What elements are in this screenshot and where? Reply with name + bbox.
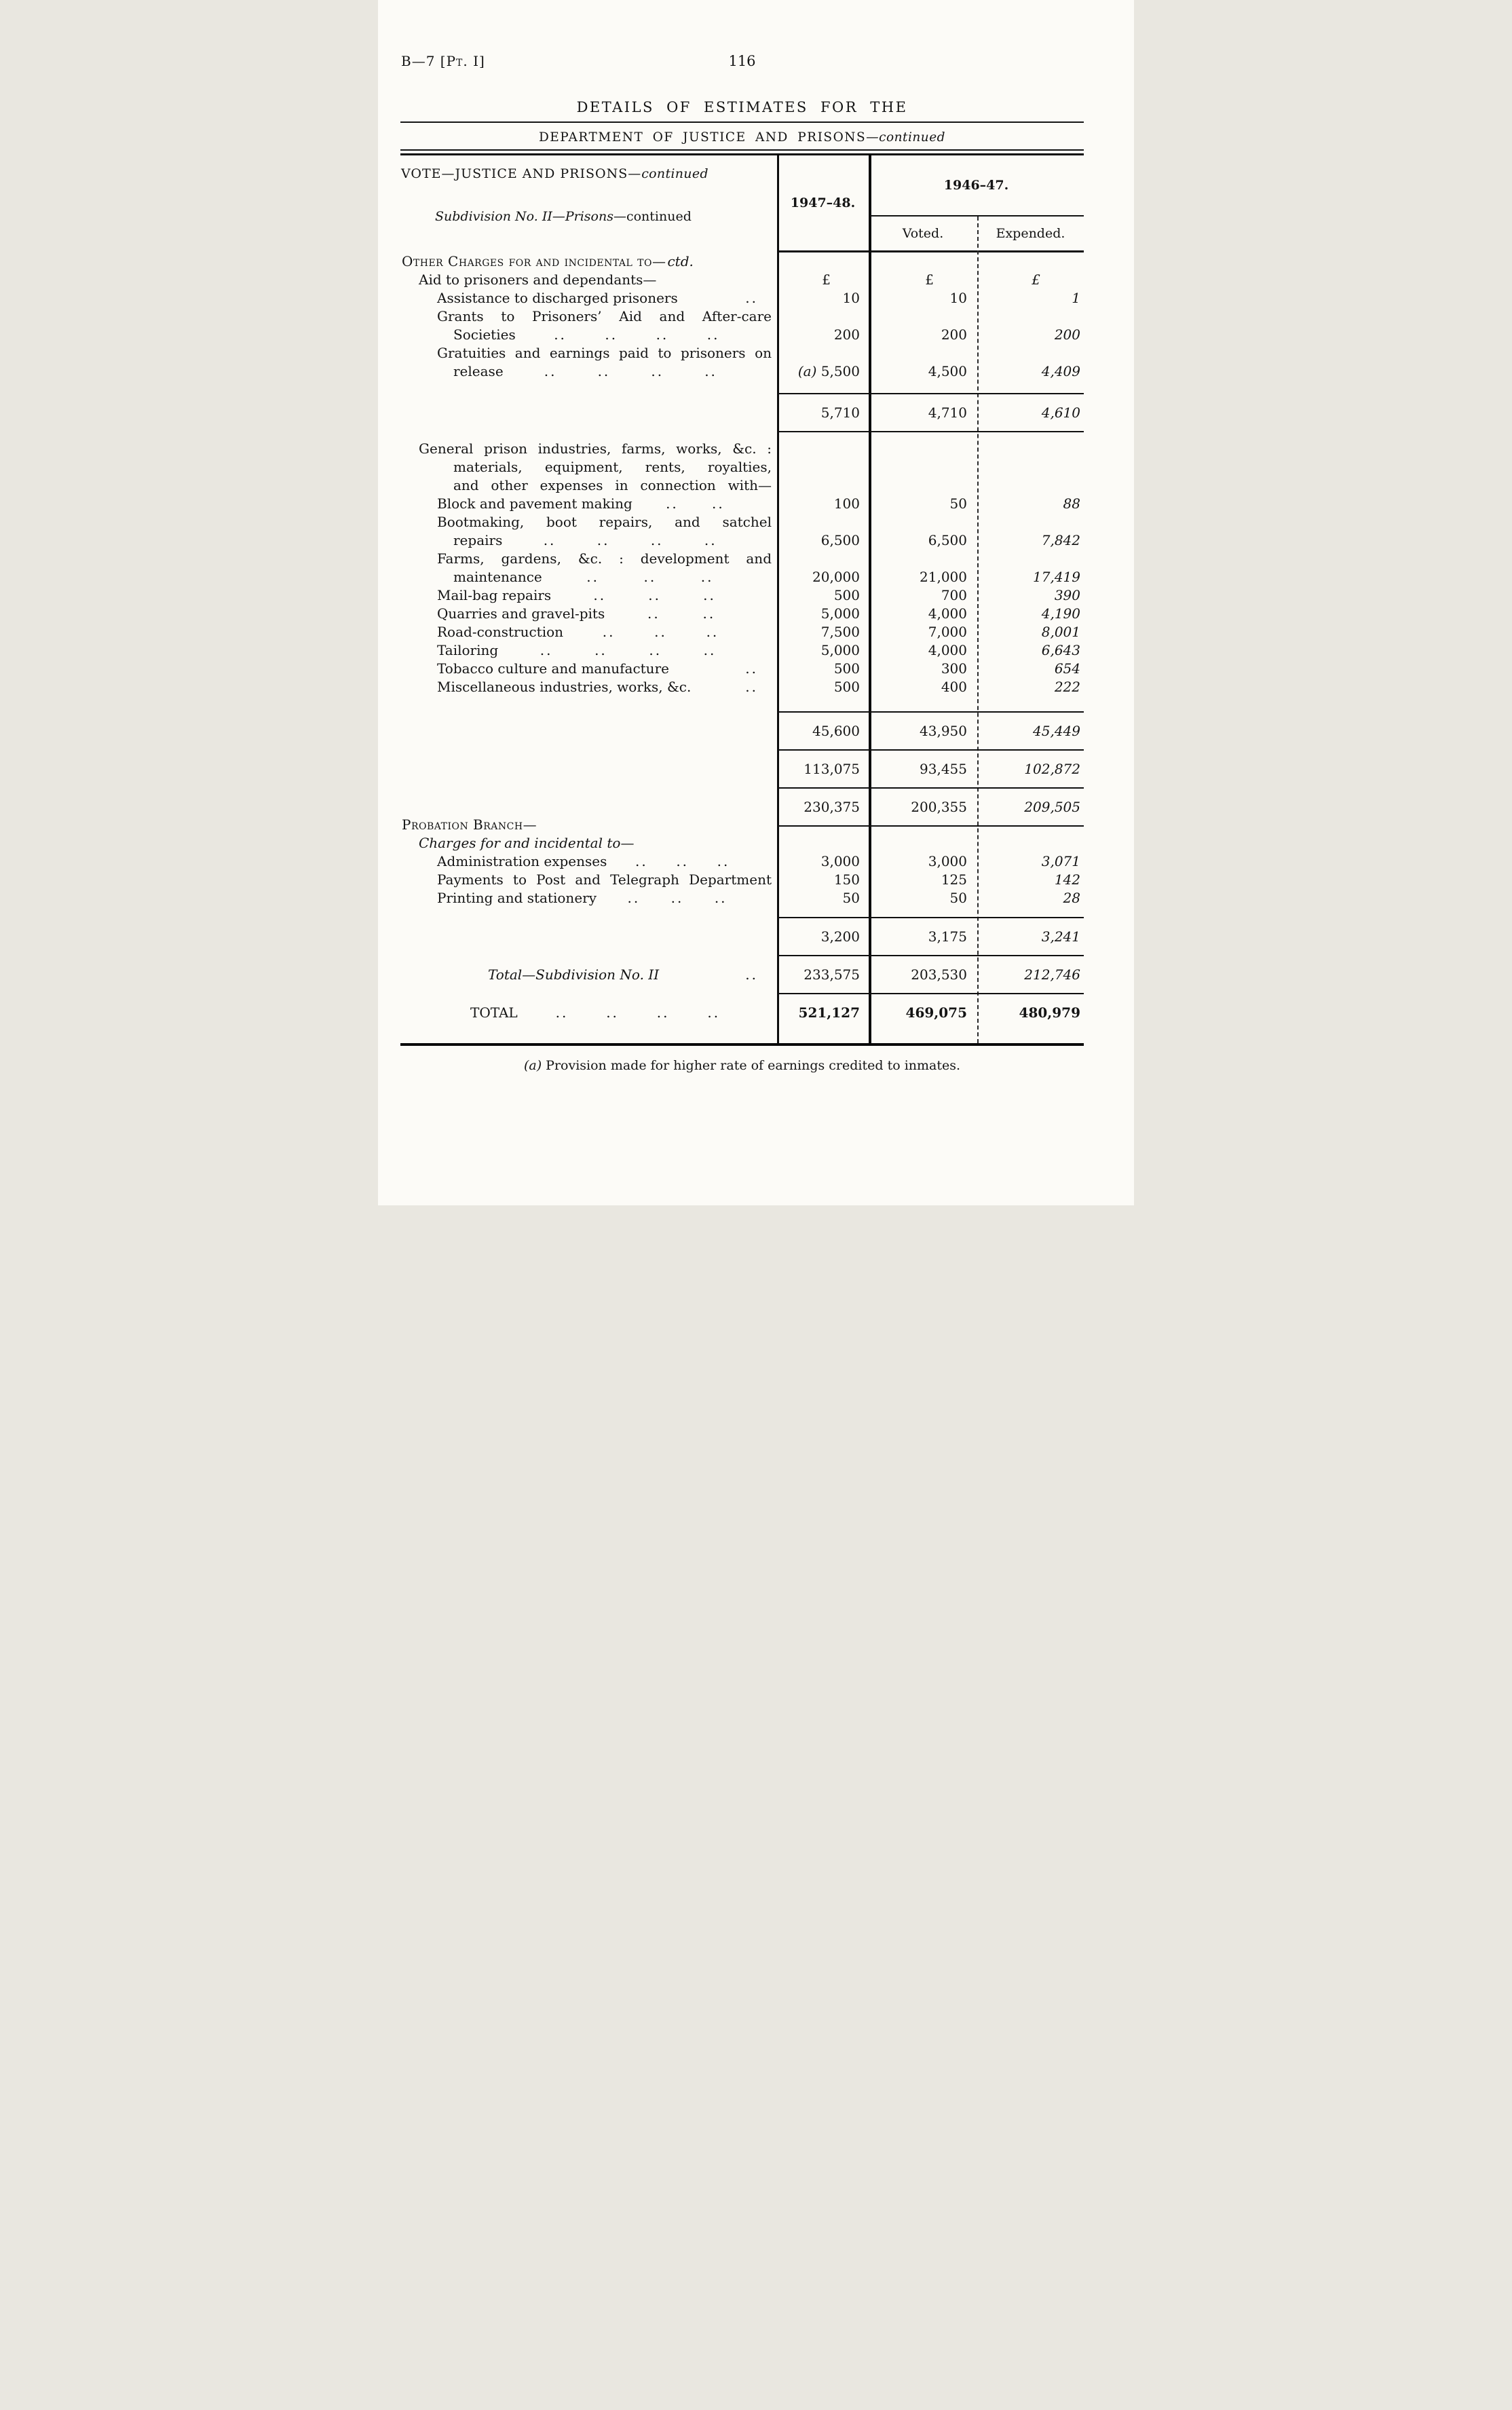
section-rule <box>777 993 1084 994</box>
leader-dot-group: .. <box>712 495 725 512</box>
title-rule <box>400 121 1084 123</box>
section-rule <box>777 711 1084 713</box>
table-row <box>400 362 1084 381</box>
table-row <box>400 641 1084 660</box>
value-1947-48: 113,075 <box>804 760 860 777</box>
leader-dot-group: .. <box>702 605 716 622</box>
table-row <box>400 550 1084 568</box>
value-1947-48: (a) 5,500 <box>797 363 860 379</box>
leader-dots <box>597 889 758 907</box>
table-row <box>400 326 1084 344</box>
row-label: repairs <box>453 532 503 548</box>
row-stub <box>400 605 777 623</box>
value-expended <box>977 307 1084 326</box>
value-1947-48: 150 <box>833 871 860 888</box>
row-label: maintenance <box>453 569 542 585</box>
estimates-table <box>400 155 1084 1046</box>
leader-dot-group: .. <box>670 890 684 906</box>
leader-dot-group: .. <box>704 363 717 379</box>
leader-dot-group: .. <box>656 1004 670 1021</box>
value-voted: 300 <box>941 660 967 677</box>
row-stub <box>400 568 777 586</box>
row-label: Grants to Prisoners’ Aid and After-care <box>437 308 772 324</box>
value-expended <box>977 834 1084 852</box>
value-voted <box>869 440 977 458</box>
value-1947-48 <box>777 834 869 852</box>
value-voted: 3,175 <box>928 928 967 945</box>
row-stub <box>400 289 777 307</box>
value-expended <box>977 440 1084 458</box>
value-voted: 6,500 <box>928 532 967 548</box>
column-header-1947-48: 1947–48. <box>790 195 856 210</box>
leader-dot-group: .. <box>707 1004 721 1021</box>
page-title: DETAILS OF ESTIMATES FOR THE <box>576 99 908 115</box>
row-label: and other expenses in connection with— <box>453 477 772 493</box>
value-1947-48: 5,000 <box>820 642 860 658</box>
value-expended: 4,610 <box>1041 404 1080 421</box>
leader-dot-group: .. <box>745 660 758 677</box>
table-row <box>400 568 1084 586</box>
table-row <box>400 394 1084 431</box>
value-expended: 45,449 <box>1033 722 1080 739</box>
value-expended: 102,872 <box>1024 760 1080 777</box>
value-voted: 93,455 <box>920 760 967 777</box>
leader-dots <box>632 495 758 513</box>
table-bottom-rule <box>400 1043 1084 1046</box>
row-stub <box>400 660 777 678</box>
year-1946-47-label: 1946–47. <box>869 155 1084 216</box>
row-label: TOTAL <box>470 1004 518 1021</box>
row-stub <box>400 326 777 344</box>
row-stub <box>400 476 777 495</box>
table-row <box>400 994 1084 1031</box>
row-label: Miscellaneous industries, works, &c. <box>437 679 692 695</box>
value-expended <box>977 550 1084 568</box>
leader-dot-group: .. <box>648 587 661 603</box>
table-row <box>400 252 1084 271</box>
leader-dots <box>498 641 758 660</box>
value-voted <box>869 252 977 271</box>
value-voted: 4,000 <box>928 605 967 622</box>
row-stub <box>400 966 777 984</box>
leader-dot-group: .. <box>647 605 660 622</box>
value-voted: 400 <box>941 679 967 695</box>
value-voted: 469,075 <box>905 1004 967 1021</box>
value-expended: 28 <box>1063 890 1080 906</box>
continued-label: —continued <box>866 130 946 145</box>
value-1947-48: 5,710 <box>820 404 860 421</box>
value-1947-48: 45,600 <box>812 722 860 739</box>
value-expended: 4,409 <box>1041 363 1080 379</box>
value-voted: 4,710 <box>928 404 967 421</box>
value-expended: 390 <box>1054 587 1080 603</box>
row-stub <box>400 623 777 641</box>
row-label: materials, equipment, rents, royalties, <box>453 459 772 475</box>
leader-dots <box>504 362 758 381</box>
leader-dots <box>605 605 758 623</box>
leader-dots <box>516 326 758 344</box>
leader-dot-group: .. <box>654 624 667 640</box>
value-1947-48: 20,000 <box>812 569 860 585</box>
row-stub <box>400 271 777 289</box>
row-stub <box>400 458 777 476</box>
value-voted <box>869 476 977 495</box>
row-label: release <box>453 363 504 379</box>
value-1947-48: 3,200 <box>820 928 860 945</box>
currency-symbol: £ <box>925 271 934 288</box>
row-label: Other Charges for and incidental to— <box>402 253 666 269</box>
leader-dots <box>542 568 758 586</box>
row-stub <box>400 344 777 362</box>
row-label: Block and pavement making <box>437 495 632 512</box>
table-row <box>400 344 1084 362</box>
value-1947-48 <box>777 440 869 458</box>
value-1947-48 <box>777 476 869 495</box>
row-label: Charges for and incidental to— <box>419 835 635 851</box>
row-stub <box>400 440 777 458</box>
value-voted: 7,000 <box>928 624 967 640</box>
column-header-voted: Voted. <box>902 226 944 241</box>
leader-dot-group: .. <box>597 532 610 548</box>
table-row <box>400 531 1084 550</box>
row-label: Printing and stationery <box>437 890 597 906</box>
row-label: General prison industries, farms, works, &c. : <box>419 440 772 457</box>
leader-dot-group: .. <box>597 363 611 379</box>
row-label: Probation Branch— <box>402 816 537 833</box>
value-voted: 4,500 <box>928 363 967 379</box>
value-1947-48: 10 <box>842 290 860 306</box>
page-number: 116 <box>728 53 756 69</box>
leader-dot-group: .. <box>594 642 607 658</box>
doc-reference: B—7 [Pt. I] <box>401 53 485 69</box>
value-expended: 142 <box>1054 871 1080 888</box>
section-rule <box>777 749 1084 751</box>
value-1947-48: 5,000 <box>820 605 860 622</box>
value-1947-48 <box>777 513 869 531</box>
table-row <box>400 660 1084 678</box>
department-name: DEPARTMENT OF JUSTICE AND PRISONS <box>538 130 867 145</box>
table-top-rule <box>400 149 1084 155</box>
voted-expended-divider <box>977 216 979 1043</box>
leader-dot-group: .. <box>666 495 679 512</box>
value-expended: 3,071 <box>1041 853 1080 869</box>
value-voted: 10 <box>949 290 967 306</box>
currency-symbol: £ <box>1032 271 1040 288</box>
value-expended: 654 <box>1054 660 1080 677</box>
value-expended: 200 <box>1054 326 1080 343</box>
leader-dots <box>563 623 758 641</box>
table-row <box>400 871 1084 889</box>
row-label: Road-construction <box>437 624 564 640</box>
row-stub <box>400 641 777 660</box>
row-label: Assistance to discharged prisoners <box>437 290 678 306</box>
footnote-reference: (a) <box>797 363 821 379</box>
value-1947-48: 521,127 <box>798 1004 860 1021</box>
leader-dot-group: .. <box>703 642 717 658</box>
value-expended <box>977 252 1084 271</box>
table-row <box>400 586 1084 605</box>
leader-dot-group: .. <box>676 853 689 869</box>
leader-dot-group: .. <box>635 853 648 869</box>
row-stub <box>400 531 777 550</box>
value-1947-48 <box>777 252 869 271</box>
leader-dot-group: .. <box>593 587 607 603</box>
leader-dot-group: .. <box>643 569 657 585</box>
value-voted: 203,530 <box>911 966 967 983</box>
leader-dot-group: .. <box>745 679 758 695</box>
table-row <box>400 495 1084 513</box>
table-row <box>400 440 1084 458</box>
value-1947-48: 500 <box>833 679 860 695</box>
leader-dot-group: .. <box>586 569 599 585</box>
row-label: Administration expenses <box>437 853 607 869</box>
section-rule <box>777 955 1084 956</box>
leader-dots <box>678 289 758 307</box>
stub-header <box>400 155 777 250</box>
leader-dot-group: .. <box>651 363 664 379</box>
row-stub <box>400 252 777 271</box>
leader-dot-group: .. <box>649 642 662 658</box>
value-voted: 4,000 <box>928 642 967 658</box>
table-body <box>400 252 1084 1031</box>
column-header-1946-47 <box>869 155 1084 250</box>
leader-dot-group: .. <box>544 363 557 379</box>
leader-dots <box>669 660 758 678</box>
value-1947-48: 500 <box>833 587 860 603</box>
value-voted <box>869 307 977 326</box>
row-stub <box>400 678 777 696</box>
value-expended: 17,419 <box>1033 569 1080 585</box>
value-voted: 3,000 <box>928 853 967 869</box>
leader-dot-group: .. <box>606 1004 619 1021</box>
value-voted <box>869 458 977 476</box>
value-expended <box>977 513 1084 531</box>
row-stub <box>400 586 777 605</box>
currency-symbol: £ <box>822 271 831 288</box>
value-voted <box>869 550 977 568</box>
column-divider <box>869 155 871 1043</box>
value-1947-48: 50 <box>842 890 860 906</box>
leader-dot-group: .. <box>714 890 727 906</box>
leader-dot-group: .. <box>540 642 553 658</box>
leader-dot-group: .. <box>706 326 720 343</box>
table-row <box>400 476 1084 495</box>
footnote-text: Provision made for higher rate of earnings credited to inmates. <box>546 1058 961 1073</box>
leader-dots <box>691 678 758 696</box>
row-stub <box>400 871 777 889</box>
value-voted: 700 <box>941 587 967 603</box>
leader-dots <box>551 586 758 605</box>
row-label: Tobacco culture and manufacture <box>437 660 669 677</box>
value-voted: 21,000 <box>920 569 967 585</box>
value-expended: 4,190 <box>1041 605 1080 622</box>
value-voted: 200,355 <box>911 798 967 815</box>
table-row <box>400 605 1084 623</box>
value-voted: 50 <box>949 495 967 512</box>
row-stub <box>400 834 777 852</box>
table-header <box>400 155 1084 250</box>
leader-dot-group: .. <box>554 326 567 343</box>
leader-dots <box>607 852 758 871</box>
column-divider <box>777 155 779 1043</box>
value-voted: 43,950 <box>920 722 967 739</box>
row-label: Total—Subdivision No. II <box>488 966 660 983</box>
document-page <box>378 0 1134 1205</box>
leader-dot-group: .. <box>706 624 719 640</box>
row-label: Farms, gardens, &c. : development and <box>437 550 772 567</box>
row-stub <box>400 816 777 834</box>
table-row <box>400 889 1084 907</box>
leader-dot-group: .. <box>745 966 758 983</box>
leader-dots <box>659 966 758 984</box>
value-expended: 7,842 <box>1041 532 1080 548</box>
table-row <box>400 956 1084 993</box>
leader-dot-group: .. <box>700 569 714 585</box>
table-row <box>400 458 1084 476</box>
leader-dots <box>518 1004 758 1022</box>
value-expended: 480,979 <box>1019 1004 1080 1021</box>
row-stub <box>400 513 777 531</box>
row-label: Quarries and gravel-pits <box>437 605 605 622</box>
row-label: Bootmaking, boot repairs, and satchel <box>437 514 772 530</box>
table-row <box>400 513 1084 531</box>
section-rule <box>777 431 1084 432</box>
leader-dot-group: .. <box>627 890 641 906</box>
value-1947-48 <box>777 458 869 476</box>
value-1947-48: 7,500 <box>820 624 860 640</box>
value-voted <box>869 513 977 531</box>
footnote <box>400 1058 1084 1073</box>
value-1947-48: 100 <box>833 495 860 512</box>
row-label: Aid to prisoners and dependants— <box>419 271 657 288</box>
row-stub <box>400 889 777 907</box>
row-label: Gratuities and earnings paid to prisoners on <box>437 345 772 361</box>
value-1947-48: 230,375 <box>804 798 860 815</box>
leader-dot-group: .. <box>704 532 717 548</box>
row-label-suffix: ctd. <box>667 253 694 269</box>
value-expended: 6,643 <box>1041 642 1080 658</box>
leader-dots <box>502 531 758 550</box>
table-row <box>400 678 1084 696</box>
leader-dot-group: .. <box>745 290 758 306</box>
table-row <box>400 852 1084 871</box>
table-row <box>400 751 1084 787</box>
footnote-marker: (a) <box>523 1058 542 1073</box>
leader-dot-group: .. <box>543 532 556 548</box>
table-row <box>400 623 1084 641</box>
value-voted: 125 <box>941 871 967 888</box>
table-row <box>400 307 1084 326</box>
leader-dot-group: .. <box>602 624 616 640</box>
section-rule <box>777 393 1084 394</box>
value-1947-48: 6,500 <box>820 532 860 548</box>
value-1947-48: 233,575 <box>804 966 860 983</box>
leader-dot-group: .. <box>555 1004 569 1021</box>
value-expended: 222 <box>1054 679 1080 695</box>
row-stub <box>400 852 777 871</box>
value-1947-48 <box>777 307 869 326</box>
row-stub <box>400 495 777 513</box>
row-label: Mail-bag repairs <box>437 587 552 603</box>
section-rule <box>777 825 1084 827</box>
value-expended: 8,001 <box>1041 624 1080 640</box>
value-expended: 212,746 <box>1024 966 1080 983</box>
page-subtitle <box>400 130 1084 145</box>
value-voted <box>869 344 977 362</box>
row-stub <box>400 362 777 381</box>
value-expended <box>977 476 1084 495</box>
value-expended: 209,505 <box>1024 798 1080 815</box>
vote-heading: VOTE—JUSTICE AND PRISONS—continued <box>401 166 708 181</box>
row-stub <box>400 307 777 326</box>
table-row <box>400 918 1084 955</box>
value-1947-48: 200 <box>833 326 860 343</box>
leader-dot-group: .. <box>703 587 716 603</box>
value-expended <box>977 344 1084 362</box>
leader-dot-group: .. <box>656 326 669 343</box>
row-stub <box>400 1004 777 1022</box>
leader-dot-group: .. <box>650 532 664 548</box>
table-row <box>400 271 1084 289</box>
value-voted: 50 <box>949 890 967 906</box>
value-expended: 1 <box>1072 290 1080 306</box>
subdivision-heading: Subdivision No. II—Prisons—continued <box>435 209 692 224</box>
value-expended <box>977 458 1084 476</box>
row-label: Payments to Post and Telegraph Department <box>437 871 772 888</box>
column-header-expended: Expended. <box>996 226 1065 241</box>
running-head <box>400 53 1084 73</box>
table-row <box>400 713 1084 749</box>
value-voted: 200 <box>941 326 967 343</box>
leader-dot-group: .. <box>605 326 618 343</box>
table-row <box>400 834 1084 852</box>
row-label: Societies <box>453 326 516 343</box>
value-1947-48 <box>777 344 869 362</box>
value-voted <box>869 834 977 852</box>
table-row <box>400 289 1084 307</box>
row-stub <box>400 550 777 568</box>
value-expended: 3,241 <box>1041 928 1080 945</box>
value-1947-48 <box>777 550 869 568</box>
value-1947-48: 500 <box>833 660 860 677</box>
section-rule <box>777 787 1084 789</box>
section-rule <box>777 917 1084 918</box>
row-label: Tailoring <box>437 642 499 658</box>
value-1947-48: 3,000 <box>820 853 860 869</box>
value-expended: 88 <box>1063 495 1080 512</box>
leader-dot-group: .. <box>717 853 730 869</box>
